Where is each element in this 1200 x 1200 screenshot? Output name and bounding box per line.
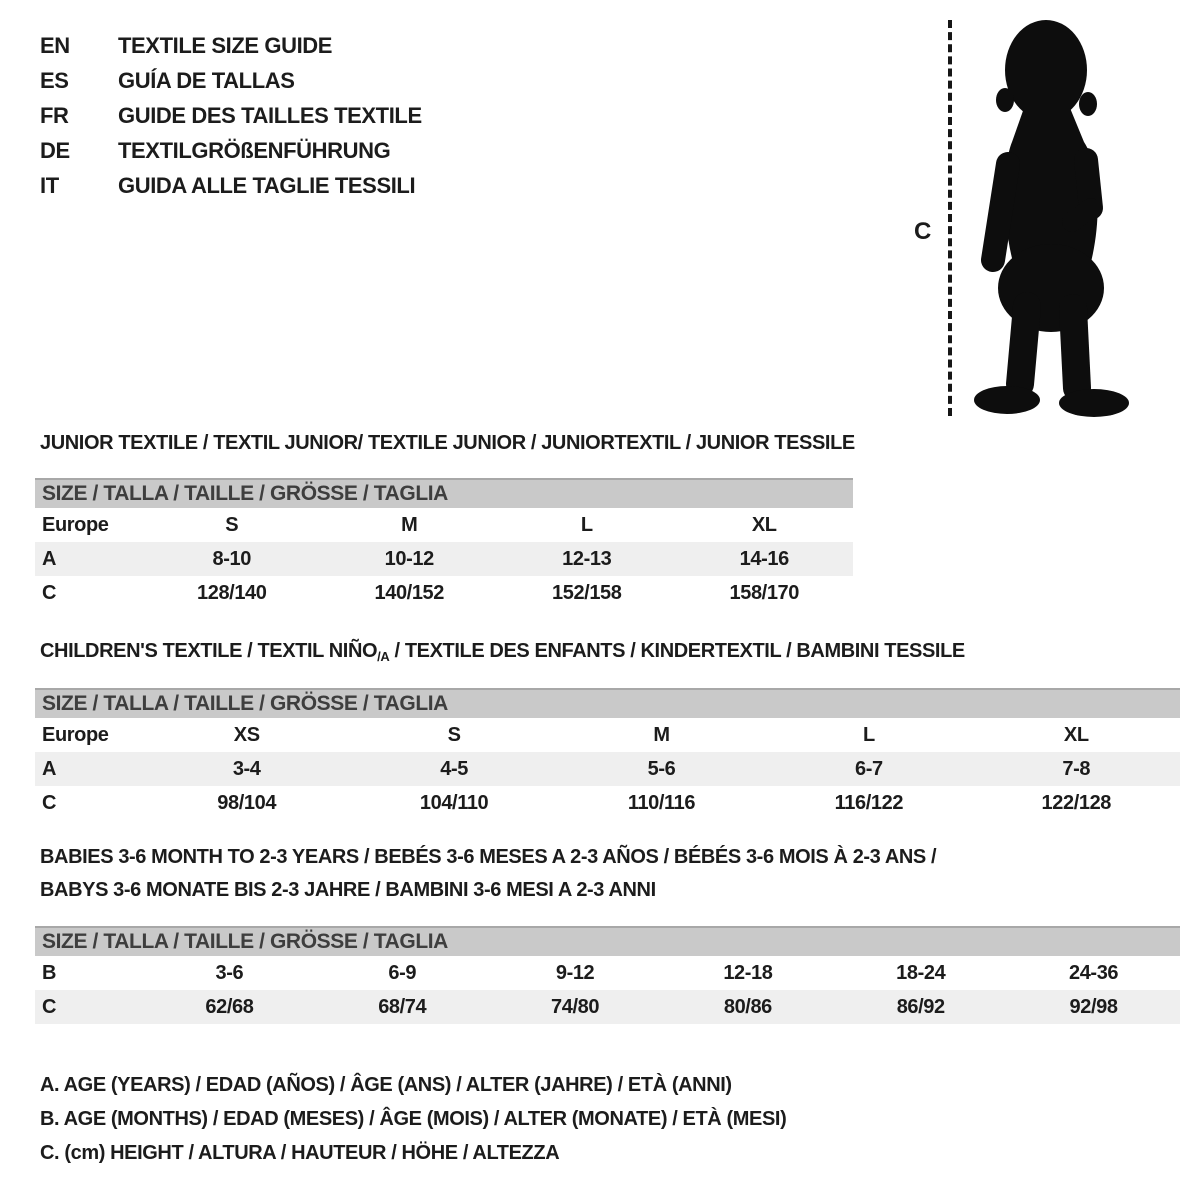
row-label: C xyxy=(42,995,57,1018)
table-cell: 3-4 xyxy=(232,757,261,780)
row-label: Europe xyxy=(42,723,109,746)
guide-title-fr: GUIDE DES TAILLES TEXTILE xyxy=(118,102,422,128)
table-cell: 4-5 xyxy=(440,757,468,780)
table-cell: 86/92 xyxy=(896,995,945,1018)
size-table-header: SIZE / TALLA / TAILLE / GRÖSSE / TAGLIA xyxy=(35,927,1180,956)
table-cell: 116/122 xyxy=(834,791,904,814)
table-row-months xyxy=(35,956,1180,990)
legend-height-cm: C. (cm) HEIGHT / ALTURA / HAUTEUR / HÖHE / ALTEZZA xyxy=(40,1142,560,1164)
table-row-age xyxy=(35,752,1180,786)
table-cell: 80/86 xyxy=(723,995,772,1018)
table-cell: 3-6 xyxy=(215,961,244,984)
row-label: Europe xyxy=(42,513,109,536)
table-cell: 158/170 xyxy=(729,581,799,604)
table-cell: 104/110 xyxy=(419,791,489,814)
language-row-en xyxy=(40,28,422,63)
table-cell: 9-12 xyxy=(555,961,595,984)
legend-age-months: B. AGE (MONTHS) / EDAD (MESES) / ÂGE (MOIS) / ALTER (MONATE) / ETÀ (MESI) xyxy=(40,1108,787,1130)
table-cell: 128/140 xyxy=(197,581,267,604)
height-dashed-line xyxy=(948,20,952,416)
table-cell: 5-6 xyxy=(647,757,676,780)
junior-section-title: JUNIOR TEXTILE / TEXTIL JUNIOR/ TEXTILE JUNIOR / JUNIORTEXTIL / JUNIOR TESSILE xyxy=(40,432,855,454)
row-label: C xyxy=(42,791,57,814)
table-row-age xyxy=(35,542,853,576)
table-row-height xyxy=(35,990,1180,1024)
table-cell: 6-9 xyxy=(388,961,417,984)
babies-section-title-line2: BABYS 3-6 MONATE BIS 2-3 JAHRE / BAMBINI 3-6 MESI A 2-3 ANNI xyxy=(40,879,656,901)
guide-title-de: TEXTILGRÖßENFÜHRUNG xyxy=(118,137,391,163)
table-cell: S xyxy=(225,513,239,536)
size-table-header: SIZE / TALLA / TAILLE / GRÖSSE / TAGLIA xyxy=(35,479,853,508)
children-size-table xyxy=(35,688,1180,820)
babies-section-title-line1: BABIES 3-6 MONTH TO 2-3 YEARS / BEBÉS 3-6 MESES A 2-3 AÑOS / BÉBÉS 3-6 MOIS À 2-3 ANS / xyxy=(40,846,937,868)
table-row-europe xyxy=(35,508,853,542)
table-row-europe xyxy=(35,718,1180,752)
table-cell: 98/104 xyxy=(217,791,277,814)
language-row-fr xyxy=(40,98,422,133)
table-row-height xyxy=(35,576,853,610)
table-cell: 12-18 xyxy=(723,961,773,984)
language-code: EN xyxy=(40,32,70,58)
table-row-height xyxy=(35,786,1180,820)
table-cell: 140/152 xyxy=(374,581,444,604)
children-title-sub: /A xyxy=(377,649,390,664)
row-label: A xyxy=(42,547,57,570)
children-title-post: / TEXTILE DES ENFANTS / KINDERTEXTIL / BAMBINI TESSILE xyxy=(389,640,965,662)
table-cell: 110/116 xyxy=(627,791,696,814)
babies-size-table xyxy=(35,926,1180,1024)
legend-age-years: A. AGE (YEARS) / EDAD (AÑOS) / ÂGE (ANS) / ALTER (JAHRE) / ETÀ (ANNI) xyxy=(40,1074,732,1096)
guide-title-en: TEXTILE SIZE GUIDE xyxy=(118,32,333,58)
language-code: ES xyxy=(40,67,69,93)
language-title-list xyxy=(40,28,422,203)
table-cell: XS xyxy=(233,723,260,746)
table-cell: 10-12 xyxy=(384,547,434,570)
children-section-title xyxy=(40,640,965,664)
language-code: DE xyxy=(40,137,70,163)
table-cell: S xyxy=(447,723,461,746)
language-row-it xyxy=(40,168,422,203)
table-cell: 7-8 xyxy=(1062,757,1091,780)
language-row-de xyxy=(40,133,422,168)
table-cell: 24-36 xyxy=(1068,961,1119,984)
language-code: FR xyxy=(40,102,69,128)
table-cell: L xyxy=(580,513,593,536)
table-cell: 68/74 xyxy=(378,995,427,1018)
table-cell: 122/128 xyxy=(1041,791,1112,814)
row-label: C xyxy=(42,581,57,604)
table-cell: 18-24 xyxy=(896,961,946,984)
table-cell: XL xyxy=(751,513,777,536)
guide-title-es: GUÍA DE TALLAS xyxy=(118,67,295,93)
table-cell: 152/158 xyxy=(552,581,622,604)
language-code: IT xyxy=(40,172,59,198)
children-title-pre: CHILDREN'S TEXTILE / TEXTIL NIÑO xyxy=(40,640,378,662)
toddler-silhouette-image xyxy=(972,16,1137,418)
table-cell: 6-7 xyxy=(855,757,883,780)
row-label: B xyxy=(42,961,57,984)
table-cell: 12-13 xyxy=(562,547,612,570)
junior-size-table xyxy=(35,478,853,610)
table-cell: M xyxy=(401,513,418,536)
language-row-es xyxy=(40,63,422,98)
table-cell: 74/80 xyxy=(551,995,600,1018)
table-cell: 14-16 xyxy=(739,547,789,570)
height-measure-label: C xyxy=(914,218,931,245)
size-table-header: SIZE / TALLA / TAILLE / GRÖSSE / TAGLIA xyxy=(35,689,1180,718)
guide-title-it: GUIDA ALLE TAGLIE TESSILI xyxy=(118,172,416,198)
table-cell: M xyxy=(653,723,670,746)
row-label: A xyxy=(42,757,57,780)
measurement-legend xyxy=(40,1068,786,1170)
table-cell: 8-10 xyxy=(212,547,251,570)
table-cell: 62/68 xyxy=(205,995,254,1018)
table-cell: 92/98 xyxy=(1069,995,1118,1018)
table-cell: L xyxy=(862,723,875,746)
table-cell: XL xyxy=(1063,723,1089,746)
